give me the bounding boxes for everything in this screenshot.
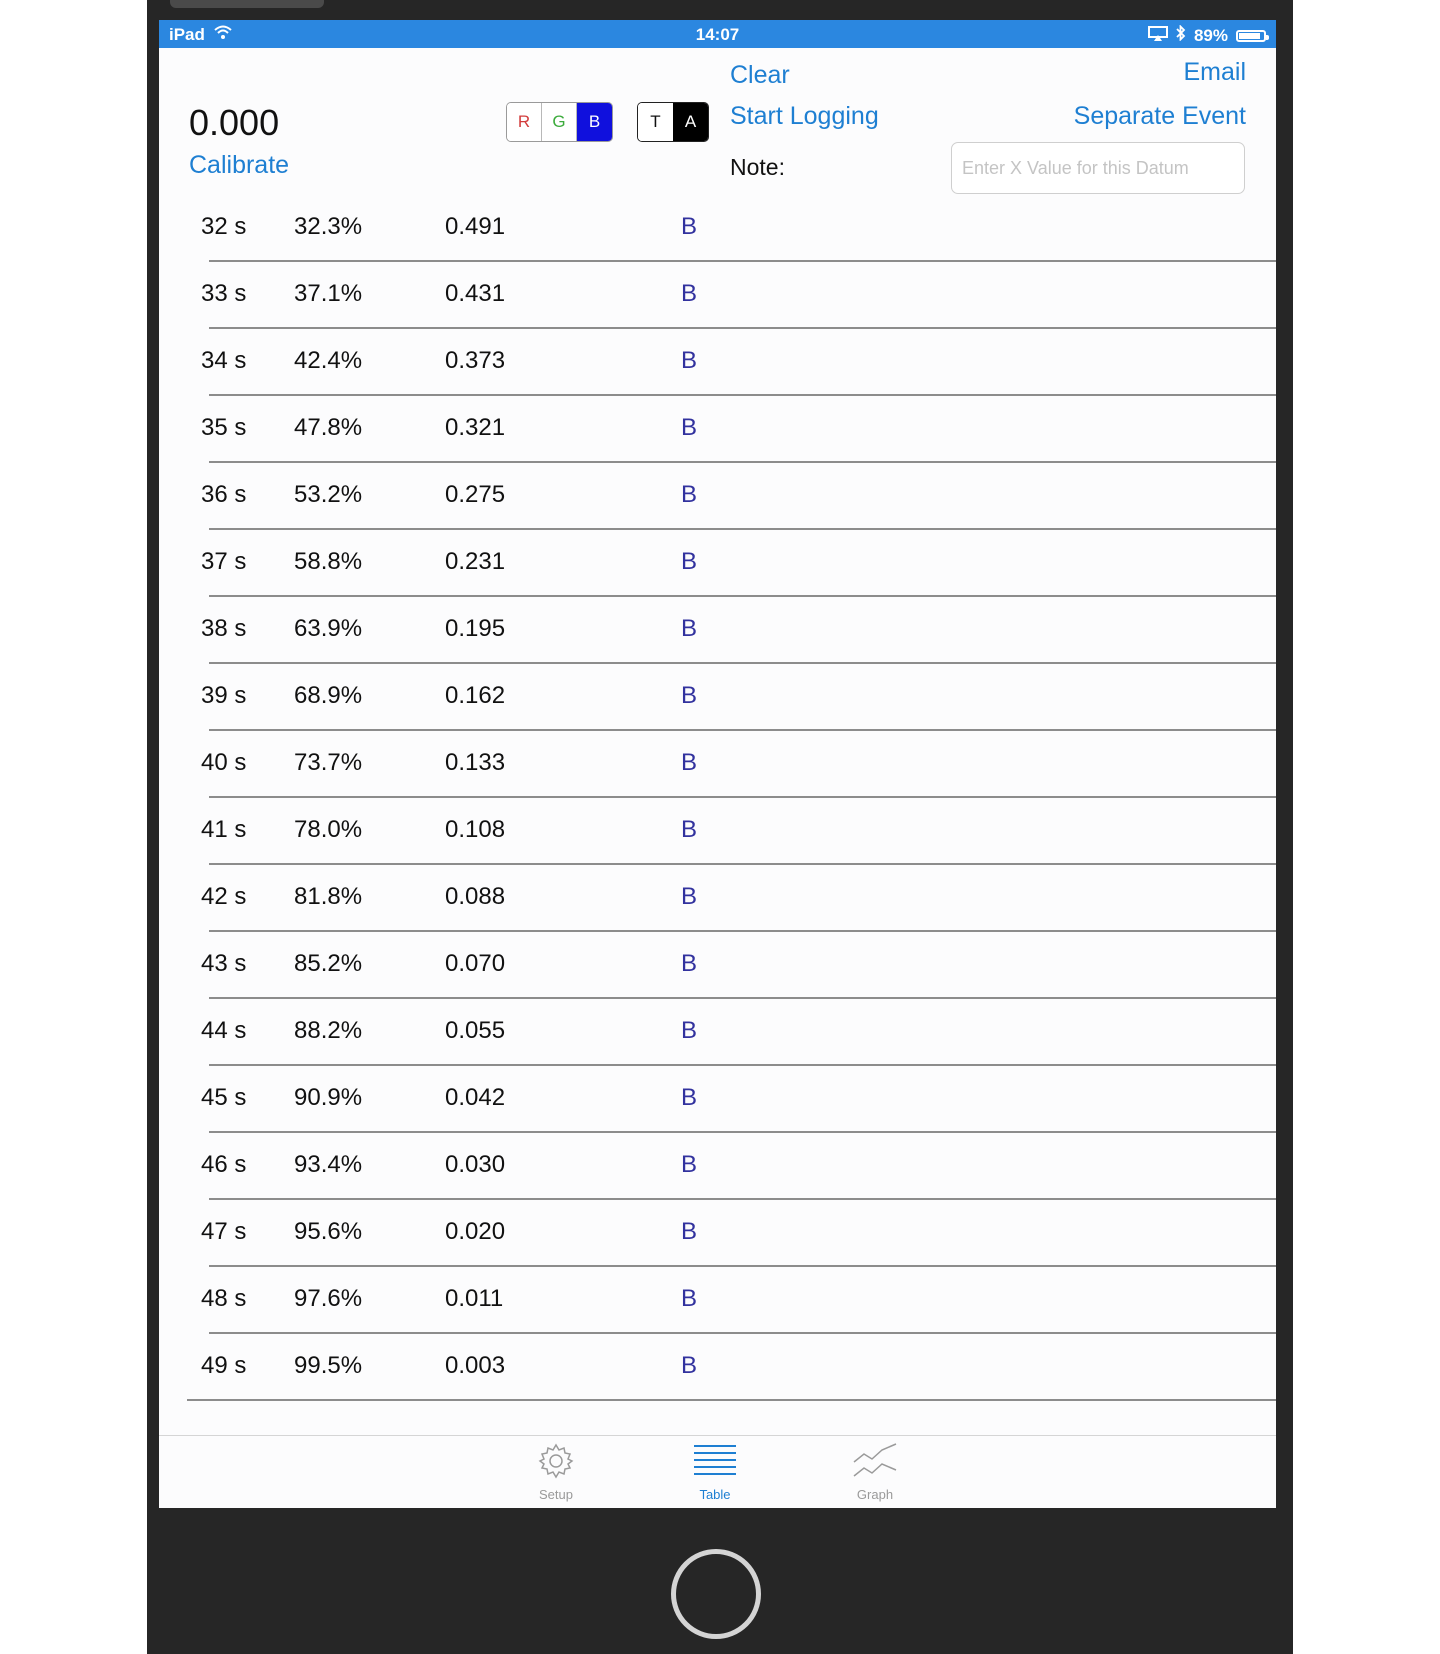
tab-table[interactable] xyxy=(675,1442,755,1502)
note-label: Note: xyxy=(730,154,785,180)
value-cell: 0.231 xyxy=(445,548,506,575)
value-cell: 0.195 xyxy=(445,615,506,642)
status-bar xyxy=(159,20,1276,48)
percent-cell: 73.7% xyxy=(294,749,363,776)
percent-cell: 99.5% xyxy=(294,1352,363,1379)
time-cell: 49 s xyxy=(201,1352,247,1379)
table-row[interactable] xyxy=(159,329,1276,396)
percent-cell: 32.3% xyxy=(294,213,363,240)
channel-cell: B xyxy=(681,1285,698,1312)
percent-cell: 58.8% xyxy=(294,548,363,575)
tab-graph[interactable] xyxy=(835,1442,915,1502)
tab-bar xyxy=(159,1435,1276,1508)
clear-button[interactable]: Clear xyxy=(730,61,790,89)
tab-graph-label: Graph xyxy=(856,1487,894,1502)
sensor-reading: 0.000 xyxy=(189,102,280,143)
table-row[interactable] xyxy=(159,396,1276,463)
value-cell: 0.088 xyxy=(445,883,506,910)
status-right xyxy=(1148,25,1266,46)
time-cell: 43 s xyxy=(201,950,247,977)
channel-cell: B xyxy=(681,213,698,240)
mode-selector[interactable] xyxy=(637,102,709,142)
table-row[interactable] xyxy=(159,798,1276,865)
value-cell: 0.055 xyxy=(445,1017,506,1044)
email-button[interactable]: Email xyxy=(1183,58,1246,86)
value-cell: 0.030 xyxy=(445,1151,506,1178)
table-row[interactable] xyxy=(159,865,1276,932)
start-logging-button[interactable]: Start Logging xyxy=(730,102,879,130)
table-row[interactable] xyxy=(159,463,1276,530)
home-button[interactable] xyxy=(671,1549,761,1639)
percent-cell: 63.9% xyxy=(294,615,363,642)
device-name: iPad xyxy=(169,25,205,44)
value-cell: 0.133 xyxy=(445,749,506,776)
value-cell: 0.431 xyxy=(445,280,506,307)
time-cell: 38 s xyxy=(201,615,247,642)
gear-icon xyxy=(537,1442,575,1485)
color-channel-selector[interactable] xyxy=(506,102,613,142)
bezel-top-tab xyxy=(170,0,324,8)
value-cell: 0.162 xyxy=(445,682,506,709)
time-cell: 44 s xyxy=(201,1017,247,1044)
battery-fill xyxy=(1239,33,1260,39)
note-input[interactable] xyxy=(951,142,1245,194)
channel-cell: B xyxy=(681,950,698,977)
percent-cell: 37.1% xyxy=(294,280,363,307)
channel-cell: B xyxy=(681,883,698,910)
table-row[interactable] xyxy=(159,731,1276,798)
time-cell: 34 s xyxy=(201,347,247,374)
percent-cell: 47.8% xyxy=(294,414,363,441)
data-table[interactable] xyxy=(159,195,1276,1401)
percent-cell: 93.4% xyxy=(294,1151,363,1178)
bluetooth-icon xyxy=(1176,25,1186,46)
percent-cell: 97.6% xyxy=(294,1285,363,1312)
value-cell: 0.373 xyxy=(445,347,506,374)
tab-setup-label: Setup xyxy=(539,1487,573,1502)
battery-icon xyxy=(1236,30,1266,42)
table-row[interactable] xyxy=(159,1267,1276,1334)
channel-cell: B xyxy=(681,816,698,843)
table-row[interactable] xyxy=(159,664,1276,731)
time-cell: 32 s xyxy=(201,213,247,240)
table-lines-icon xyxy=(694,1442,736,1485)
time-cell: 40 s xyxy=(201,749,247,776)
value-cell: 0.011 xyxy=(445,1285,504,1312)
time-cell: 45 s xyxy=(201,1084,247,1111)
value-cell: 0.070 xyxy=(445,950,506,977)
table-row[interactable] xyxy=(159,195,1276,262)
value-cell: 0.042 xyxy=(445,1084,506,1111)
channel-cell: B xyxy=(681,1017,698,1044)
table-row[interactable] xyxy=(159,1133,1276,1200)
app-screen xyxy=(159,20,1276,1508)
channel-cell: B xyxy=(681,1218,698,1245)
value-cell: 0.321 xyxy=(445,414,506,441)
percent-cell: 78.0% xyxy=(294,816,363,843)
percent-cell: 42.4% xyxy=(294,347,363,374)
table-row[interactable] xyxy=(159,1200,1276,1267)
table-row[interactable] xyxy=(159,1066,1276,1133)
channel-b-button[interactable]: B xyxy=(577,103,612,141)
time-cell: 36 s xyxy=(201,481,247,508)
time-cell: 46 s xyxy=(201,1151,247,1178)
channel-cell: B xyxy=(681,1151,698,1178)
table-row[interactable] xyxy=(159,932,1276,999)
channel-cell: B xyxy=(681,347,698,374)
table-row[interactable] xyxy=(159,1334,1276,1401)
percent-cell: 90.9% xyxy=(294,1084,363,1111)
table-row[interactable] xyxy=(159,530,1276,597)
separate-event-button[interactable]: Separate Event xyxy=(1073,102,1246,130)
percent-cell: 85.2% xyxy=(294,950,363,977)
time-cell: 37 s xyxy=(201,548,247,575)
mode-t-button[interactable]: T xyxy=(638,103,673,141)
channel-cell: B xyxy=(681,548,698,575)
battery-percent: 89% xyxy=(1193,25,1228,45)
time-cell: 39 s xyxy=(201,682,247,709)
channel-r-button[interactable]: R xyxy=(507,103,542,141)
value-cell: 0.275 xyxy=(445,481,506,508)
graph-icon xyxy=(852,1442,898,1485)
time-cell: 47 s xyxy=(201,1218,247,1245)
time-cell: 41 s xyxy=(201,816,247,843)
tab-setup[interactable] xyxy=(516,1442,596,1502)
value-cell: 0.020 xyxy=(445,1218,506,1245)
value-cell: 0.003 xyxy=(445,1352,506,1379)
channel-cell: B xyxy=(681,1352,698,1379)
status-time: 14:07 xyxy=(695,25,740,44)
channel-cell: B xyxy=(681,280,698,307)
channel-cell: B xyxy=(681,615,698,642)
percent-cell: 88.2% xyxy=(294,1017,363,1044)
percent-cell: 68.9% xyxy=(294,682,363,709)
value-cell: 0.108 xyxy=(445,816,506,843)
airplay-icon xyxy=(1148,26,1168,46)
value-cell: 0.491 xyxy=(445,213,506,240)
percent-cell: 95.6% xyxy=(294,1218,363,1245)
channel-cell: B xyxy=(681,481,698,508)
calibrate-button[interactable]: Calibrate xyxy=(189,151,290,179)
table-row[interactable] xyxy=(159,597,1276,664)
time-cell: 48 s xyxy=(201,1285,247,1312)
time-cell: 42 s xyxy=(201,883,247,910)
channel-cell: B xyxy=(681,414,698,441)
percent-cell: 81.8% xyxy=(294,883,363,910)
channel-cell: B xyxy=(681,682,698,709)
percent-cell: 53.2% xyxy=(294,481,363,508)
mode-a-button[interactable]: A xyxy=(673,103,708,141)
time-cell: 35 s xyxy=(201,414,247,441)
table-row[interactable] xyxy=(159,999,1276,1066)
table-row[interactable] xyxy=(159,262,1276,329)
channel-g-button[interactable]: G xyxy=(542,103,577,141)
time-cell: 33 s xyxy=(201,280,247,307)
channel-cell: B xyxy=(681,1084,698,1111)
tab-table-label: Table xyxy=(699,1487,731,1502)
channel-cell: B xyxy=(681,749,698,776)
battery-nub xyxy=(1266,35,1269,40)
